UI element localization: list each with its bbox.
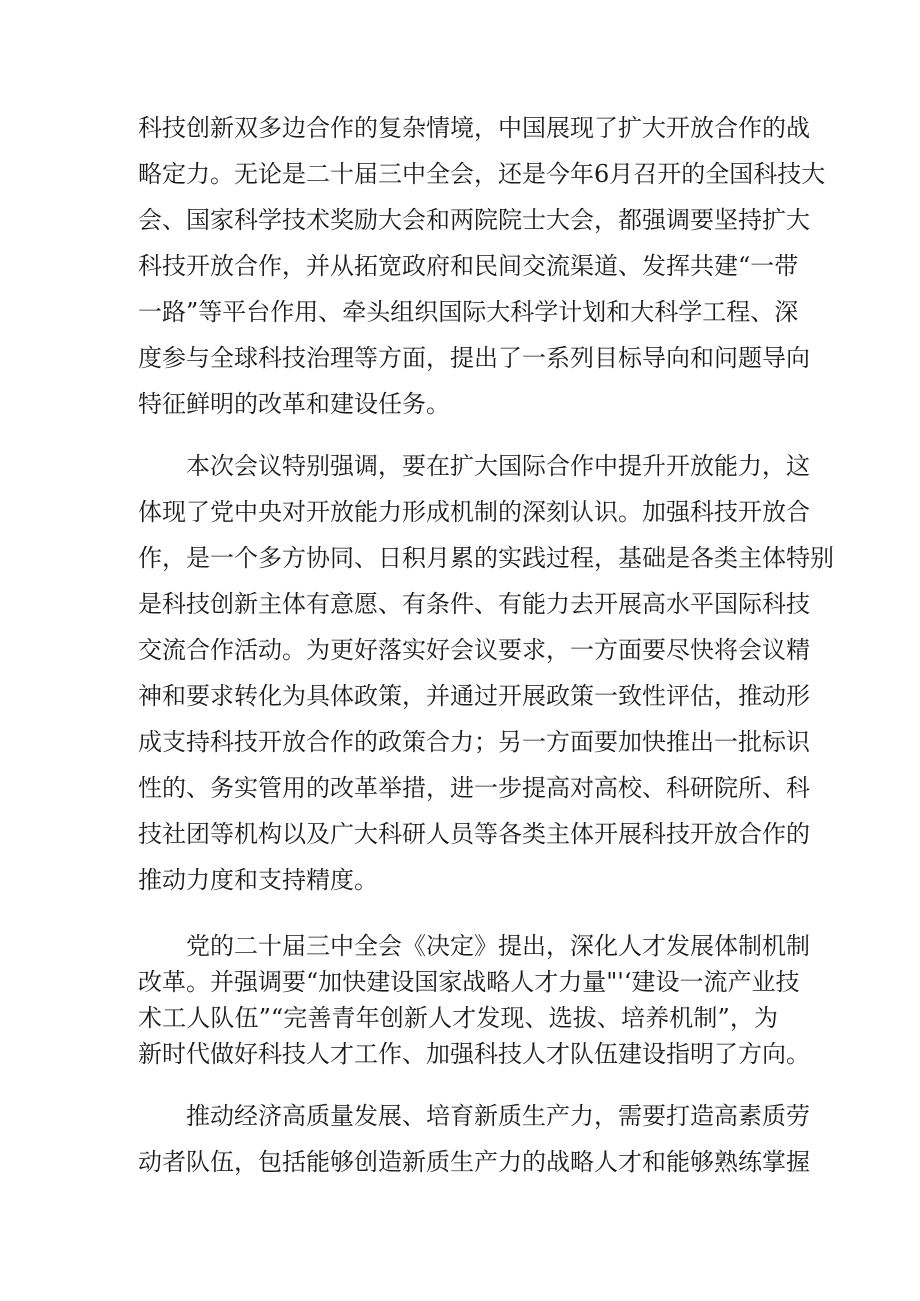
- text-line: 动者队伍，包括能够创造新质生产力的战略人才和能够熟练掌握: [138, 1148, 810, 1176]
- text-line: 交流合作活动。为更好落实好会议要求，一方面要尽快将会议精: [138, 636, 810, 664]
- text-line: 推动力度和支持精度。: [138, 866, 378, 894]
- text-line: 成支持科技开放合作的政策合力；另一方面要加快推出一批标识: [138, 728, 810, 756]
- text-line: 科技开放合作，并从拓宽政府和民间交流渠道、发挥共建“一带: [138, 252, 799, 280]
- text-line: 特征鲜明的改革和建设任务。: [138, 390, 450, 418]
- text-line: 会、国家科学技术奖励大会和两院院士大会，都强调要坚持扩大: [138, 206, 810, 234]
- text-line: 技社团等机构以及广大科研人员等各类主体开展科技开放合作的: [138, 820, 810, 848]
- text-line: 党的二十届三中全会《决定》提出，深化人才发展体制机制: [186, 932, 810, 960]
- text-line: 体现了党中央对开放能力形成机制的深刻认识。加强科技开放合: [138, 498, 810, 526]
- text-line: 性的、务实管用的改革举措，进一步提高对高校、科研院所、科: [138, 774, 810, 802]
- text-line: 科技创新双多边合作的复杂情境，中国展现了扩大开放合作的战: [138, 114, 810, 142]
- text-line: 一路”等平台作用、牵头组织国际大科学计划和大科学工程、深: [138, 298, 799, 326]
- text-line: 推动经济高质量发展、培育新质生产力，需要打造高素质劳: [186, 1102, 810, 1130]
- text-line: 神和要求转化为具体政策，并通过开展政策一致性评估，推动形: [138, 682, 810, 710]
- text-line: 作，是一个多方协同、日积月累的实践过程，基础是各类主体特别: [138, 544, 834, 572]
- text-line: 略定力。无论是二十届三中全会，还是今年6月召开的全国科技大: [138, 160, 826, 188]
- text-line: 新时代做好科技人才工作、加强科技人才队伍建设指明了方向。: [138, 1040, 810, 1068]
- text-line: 术工人队伍”“完善青年创新人才发现、选拔、培养机制”，为: [138, 1004, 778, 1032]
- text-line: 度参与全球科技治理等方面，提出了一系列目标导向和问题导向: [138, 344, 810, 372]
- text-line: 本次会议特别强调，要在扩大国际合作中提升开放能力，这: [186, 452, 810, 480]
- text-line: 改革。并强调要“加快建设国家战略人才力量"'‘建设一流产业技: [138, 968, 800, 996]
- text-line: 是科技创新主体有意愿、有条件、有能力去开展高水平国际科技: [138, 590, 810, 618]
